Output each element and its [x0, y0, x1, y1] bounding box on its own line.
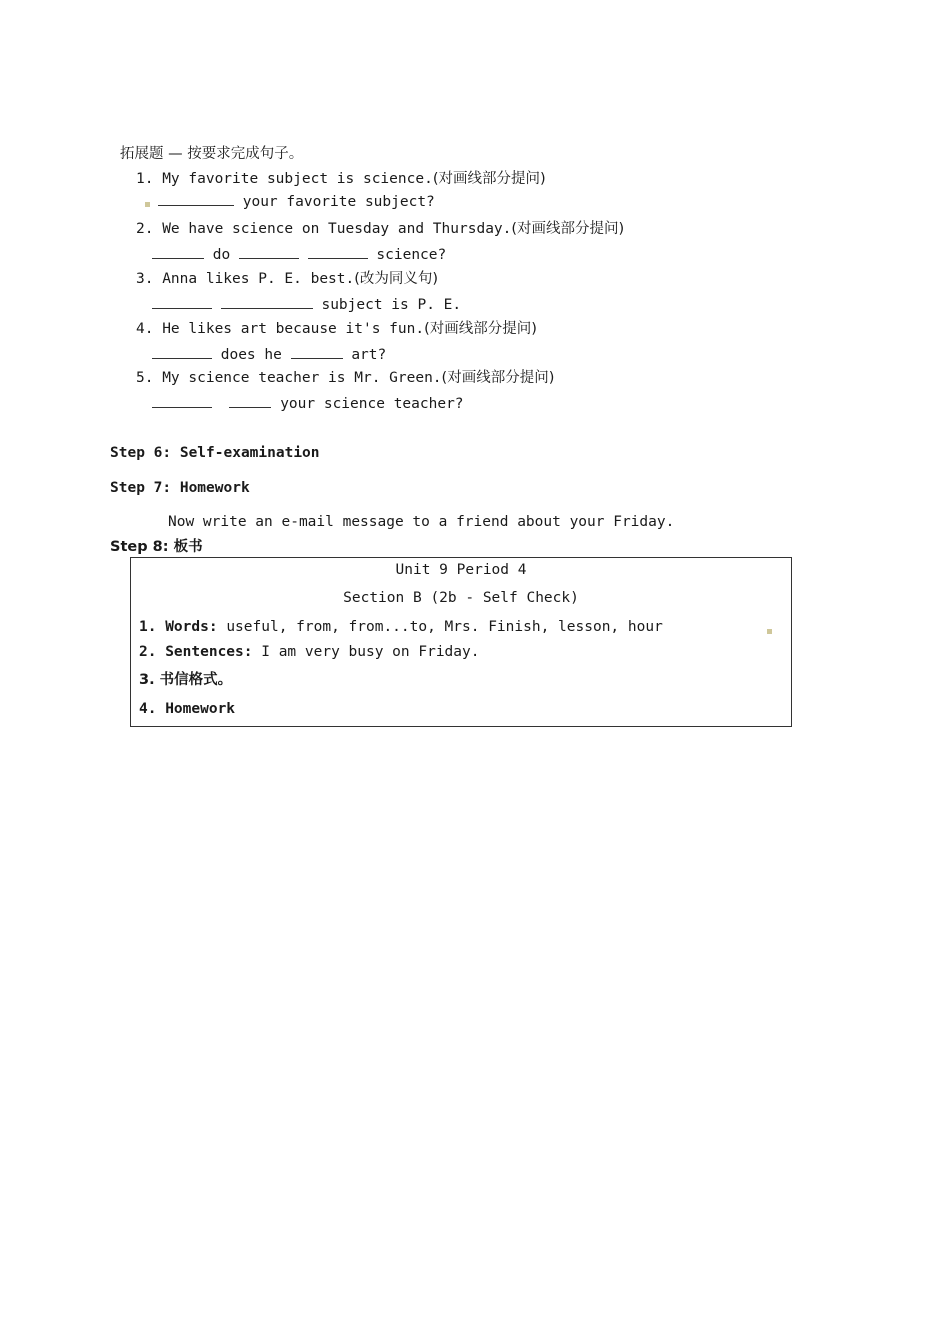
- question-3-note: (改为同义句): [354, 271, 439, 287]
- answer-2-mid: do: [212, 247, 231, 263]
- answer-blank[interactable]: [229, 394, 271, 408]
- board-item-4: 4. Homework: [139, 701, 236, 717]
- question-1-text: 1. My favorite subject is science.: [136, 171, 433, 187]
- answer-2: [152, 245, 446, 264]
- exercise-heading: 拓展题 — 按要求完成句子。: [120, 146, 304, 162]
- answer-blank[interactable]: [152, 394, 212, 408]
- question-5-text: 5. My science teacher is Mr. Green.: [136, 370, 442, 386]
- answer-2-end: science?: [376, 247, 447, 263]
- board-item-2-text: I am very busy on Friday.: [261, 644, 480, 660]
- question-3-text: 3. Anna likes P. E. best.: [136, 271, 355, 287]
- answer-blank[interactable]: [152, 245, 204, 259]
- board-item-1-text: useful, from, from...to, Mrs. Finish, lesson, hour: [226, 619, 663, 635]
- answer-5-end: your science teacher?: [280, 396, 464, 412]
- question-4: [136, 320, 537, 338]
- answer-blank[interactable]: [152, 295, 212, 309]
- answer-3-end: subject is P. E.: [321, 297, 462, 313]
- question-5-note: (对画线部分提问): [441, 370, 555, 386]
- question-3: [136, 270, 438, 288]
- answer-1: [158, 192, 435, 211]
- board-item-words: [139, 618, 663, 636]
- board-item-3: 3. 书信格式。: [139, 672, 233, 688]
- question-1: [136, 170, 546, 188]
- speck-mark: [145, 202, 150, 207]
- answer-blank[interactable]: [152, 345, 212, 359]
- step-8-heading: Step 8: 板书: [110, 539, 203, 555]
- answer-4-end: art?: [351, 347, 387, 363]
- homework-text: Now write an e-mail message to a friend about your Friday.: [168, 514, 675, 530]
- answer-blank[interactable]: [308, 245, 368, 259]
- answer-blank[interactable]: [239, 245, 299, 259]
- answer-4-mid: does he: [220, 347, 282, 363]
- question-5: [136, 369, 554, 387]
- board-title: Unit 9 Period 4: [395, 562, 527, 578]
- answer-5: [152, 394, 464, 413]
- board-item-1-label: 1. Words:: [139, 619, 218, 635]
- board-item-sentences: [139, 643, 479, 661]
- board-item-2-label: 2. Sentences:: [139, 644, 253, 660]
- step-6-heading: Step 6: Self-examination: [110, 445, 320, 461]
- blackboard-box: [130, 557, 792, 727]
- question-2-note: (对画线部分提问): [511, 221, 625, 237]
- question-4-note: (对画线部分提问): [424, 321, 537, 337]
- board-subtitle: Section B (2b - Self Check): [343, 590, 579, 606]
- speck-mark: [767, 629, 772, 634]
- answer-1-text: your favorite subject?: [242, 194, 435, 210]
- question-2-text: 2. We have science on Tuesday and Thursday.: [136, 221, 512, 237]
- answer-blank[interactable]: [158, 192, 234, 206]
- question-2: [136, 220, 624, 238]
- question-4-text: 4. He likes art because it's fun.: [136, 321, 425, 337]
- answer-3: [152, 295, 461, 314]
- answer-blank[interactable]: [221, 295, 313, 309]
- answer-4: [152, 345, 386, 364]
- question-1-note: (对画线部分提问): [432, 171, 546, 187]
- answer-blank[interactable]: [291, 345, 343, 359]
- step-7-heading: Step 7: Homework: [110, 480, 250, 496]
